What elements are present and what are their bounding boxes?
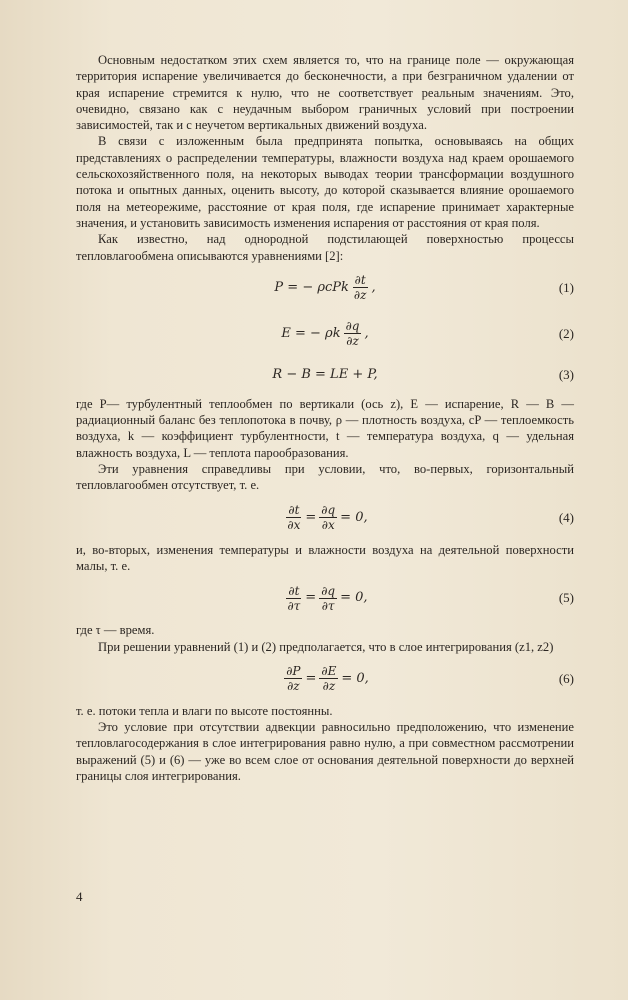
paragraph-5: Эти уравнения справедливы при условии, что, во-первых, горизонтальный тепловлагообмен отсутствует, т. е.	[76, 462, 574, 493]
equation-4-denominator-right: ∂x	[321, 518, 335, 533]
equation-1-numerator: ∂t	[354, 273, 366, 288]
equation-6	[76, 659, 574, 699]
page-number: 4	[76, 889, 83, 904]
equation-6-fraction-left	[284, 664, 302, 693]
equation-6-tail: = 0,	[341, 670, 369, 686]
equation-3-text: R − B = LE + P,	[272, 366, 378, 382]
paragraph-10: Это условие при отсутствии адвекции равносильно предположению, что изменение тепловлагосодержания в слое интегрирования равно нулю, а при совместном рассмотрении выражений (5) и (6) — уже во всем слое от основания деятельной поверхности до верхней границы слоя интегрирования.	[76, 720, 574, 784]
equation-3-label: (3)	[558, 366, 574, 382]
equation-1-tail: ,	[371, 279, 376, 295]
equation-6-denominator-left: ∂z	[287, 679, 300, 694]
paragraph-3: Как известно, над однородной подстилающей поверхностью процессы тепловлагообмена описываются уравнениями [2]:	[76, 232, 574, 263]
paragraph-7: где τ — время.	[76, 623, 155, 638]
equation-6-fraction-right	[319, 664, 338, 693]
equation-5	[76, 578, 574, 618]
equation-1-label: (1)	[558, 279, 574, 295]
equation-4	[76, 498, 574, 538]
equation-5-denominator-left: ∂τ	[287, 598, 301, 613]
equation-2-label: (2)	[558, 325, 574, 341]
paragraph-1: Основным недостатком этих схем является то, что на границе поле — окружающая территория испарение увеличивается до бесконечности, а при безграничном удалении от края испарение стремится к нулю, что не соответствует реальным значениям. Это, очевидно, связано как с неудачным выбором граничных условий при построении зависимостей, так и с неучетом вертикальных движений воздуха.	[76, 53, 574, 133]
equation-4-numerator-left: ∂t	[288, 503, 300, 518]
equation-2-denominator: ∂z	[346, 334, 359, 349]
equation-2	[76, 314, 574, 354]
equation-4-tail: = 0,	[340, 509, 368, 525]
equation-5-label: (5)	[558, 590, 574, 606]
equation-1-lhs: P = − ρcPk	[274, 279, 349, 295]
equation-4-equals: =	[305, 509, 317, 525]
equation-5-numerator-right: ∂q	[321, 583, 336, 598]
paragraph-6: и, во-вторых, изменения температуры и влажности воздуха на деятельной поверхности малы, т. е.	[76, 542, 574, 573]
equation-5-fraction-right	[319, 584, 337, 613]
paragraph-9: т. е. потоки тепла и влаги по высоте постоянны.	[76, 703, 333, 718]
equation-4-denominator-left: ∂x	[287, 518, 301, 533]
equation-5-tail: = 0,	[340, 590, 368, 606]
equation-2-lhs: E = − ρk	[281, 325, 341, 341]
equation-6-equals: =	[305, 670, 317, 686]
equation-6-numerator-right: ∂E	[321, 664, 337, 679]
equation-3	[76, 360, 574, 390]
equation-5-fraction-left	[285, 584, 302, 613]
equation-4-numerator-right: ∂q	[321, 503, 336, 518]
equation-1-denominator: ∂z	[353, 288, 367, 303]
equation-4-fraction-left	[285, 503, 302, 532]
equation-6-label: (6)	[558, 670, 574, 686]
paragraph-8: При решении уравнений (1) и (2) предполагается, что в слое интегрирования (z1, z2)	[98, 639, 554, 654]
equation-5-denominator-right: ∂τ	[321, 598, 335, 613]
equation-2-fraction	[344, 319, 362, 348]
equation-2-tail: ,	[364, 325, 369, 341]
paragraph-4: где P— турбулентный теплообмен по вертикали (ось z), E — испарение, R — B — радиационный баланс без теплопотока в почву, ρ — плотность воздуха, cP — теплоемкость воздуха, k — коэффициент турбулентности, t — температура воздуха, q — удельная влажность воздуха, L — теплота парообразования.	[76, 396, 574, 460]
equation-5-equals: =	[305, 590, 317, 606]
equation-2-numerator: ∂q	[345, 319, 360, 334]
equation-6-denominator-right: ∂z	[322, 679, 336, 694]
equation-4-fraction-right	[319, 503, 337, 532]
equation-4-label: (4)	[558, 509, 574, 525]
equation-1	[76, 268, 574, 308]
paragraph-2: В связи с изложенным была предпринята попытка, основываясь на общих представлениях о распределении температуры, влажности воздуха над краем орошаемого сельскохозяйственного поля, на некоторых выводах теории трансформации воздушного потока и опытных данных, оценить высоту, до которой сказывается влияние орошаемого поля на метеорежиме, расстояние от края поля, где испарение принимает характерные значения, и установить зависимость изменения испарения от расстояния от края поля.	[76, 134, 574, 230]
equation-5-numerator-left: ∂t	[288, 583, 300, 598]
equation-6-numerator-left: ∂P	[286, 664, 301, 679]
equation-1-fraction	[352, 273, 369, 302]
